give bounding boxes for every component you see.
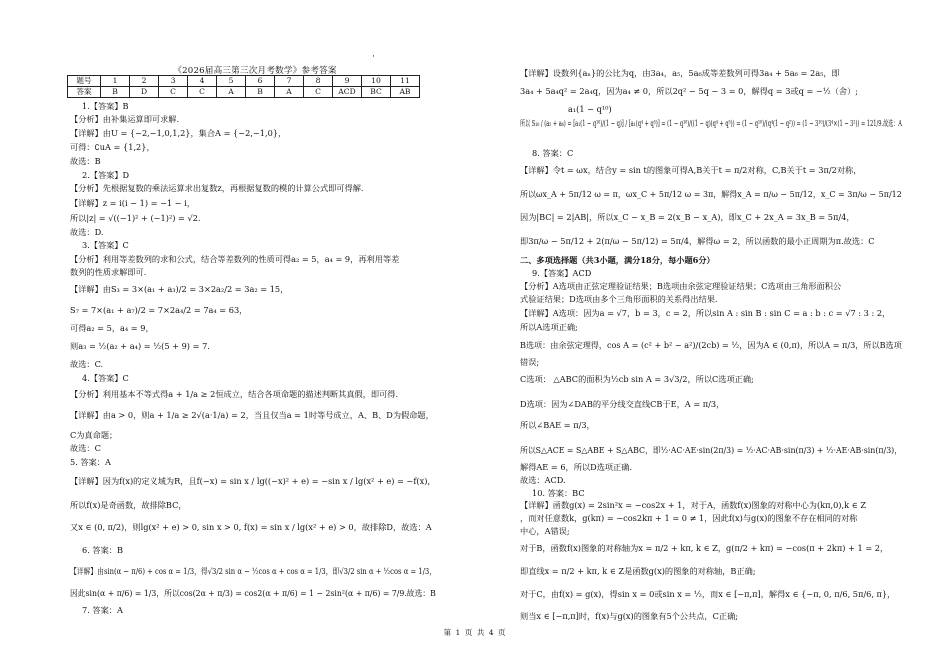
text-line: D选项：因为∠DAB的平分线交直线CB于E，A = π/3， [520,399,725,409]
text-line: 数列的性质求解即可. [70,267,147,277]
text-line: 10. 答案：BC [532,488,585,498]
text-line: 故选：ACD. [520,475,566,485]
text-line: 5. 答案：A [70,457,111,467]
text-line: 式验证结果；D选项由多个三角形面积的关系得出结果. [520,294,718,304]
text-line: 【详解】由S₃ = 3×(a₁ + a₃)/2 = 3×2a₂/2 = 3a₂ = 15， [70,284,289,294]
text-line: 故选：B [70,156,101,166]
question-number-cell: 10 [362,76,391,87]
text-line: 【详解】令t = ωx，结合y = sin t的图象可得A,B关于t = π/2对称，C,B关于t = 3π/2对称， [520,165,862,175]
question-number-cell: 6 [246,76,275,87]
text-line: 因为|BC| = 2|AB|，所以x_C − x_B = 2(x_B − x_A)，即x_C + 2x_A = 3x_B = 5π/4， [520,212,855,222]
answer-cell: C [188,87,217,98]
text-line: 错误; [520,357,540,367]
text-line: 【详解】由a > 0，则a + 1/a ≥ 2√(a·1/a) = 2，当且仅当a = 1时等号成立，A、B、D为假命题， [70,410,434,420]
answer-cell: A [217,87,246,98]
page-number: 第 1 页 共 4 页 [443,628,507,637]
question-number-cell: 1 [101,76,130,87]
text-line: 8. 答案：C [532,148,574,158]
text-line: C为真命题； [70,430,118,440]
text-line: 因此sin(α + π/6) = 1/3，所以cos(2α + π/3) = cos2(α + π/6) = 1 − 2sin²(α + π/6) = 7/9.故选：B [70,588,436,598]
question-number-row [68,76,420,87]
text-line: 则当x ∈ [−π,π]时，f(x)与g(x)的图象有5个公共点，C正确; [520,611,739,621]
text-line: 【分析】A选项由正弦定理验证结果；B选项由余弦定理验证结果；C选项由三角形面积公 [520,281,842,291]
text-line: 所以f(x)是奇函数，故排除BC， [70,500,187,510]
text-line: ，而对任意数k，g(kπ) = −cos2kπ + 1 = 0 ≠ 1，因此f(x)与g(x)的图象不存在相同的对称 [520,513,858,523]
answer-cell: B [246,87,275,98]
question-number-cell: 7 [275,76,304,87]
answer-cell: C [159,87,188,98]
row-label-answer: 答案 [68,87,101,98]
text-line: B选项：由余弦定理得，cos A = (c² + b² − a²)/(2cb) = ½，因为A ∈ (0,π)，所以A = π/3，所以B选项 [520,340,902,350]
text-line: 9.【答案】ACD [532,268,592,278]
dot-mark: · [372,52,375,62]
text-line: 故选：D. [70,227,104,237]
answer-cell: BC [362,87,391,98]
question-number-cell: 3 [159,76,188,87]
text-line: 则a₃ = ½(a₂ + a₄) = ½(5 + 9) = 7. [70,341,210,351]
answer-key-table [67,75,420,98]
text-line: 【分析】利用基本不等式得a + 1/a ≥ 2恒成立，结合各项命题的描述判断其真假，即可得. [70,389,399,399]
question-number-cell: 2 [130,76,159,87]
answer-cell: C [304,87,333,98]
text-line: 3a₄ + 5a₄q² = 2a₄q，因为a₄ ≠ 0，所以2q² − 5q − 3 = 0，解得q = 3或q = −½（舍）; [520,86,859,96]
text-line: 【详解】函数g(x) = 2sin²x = −cos2x + 1，对于A，函数f(x)图象的对称中心为(kπ,0),k ∈ Z [520,500,867,510]
question-number-cell: 11 [391,76,420,87]
question-number-cell: 5 [217,76,246,87]
text-line: 对于B，函数f(x)图象的对称轴为x = π/2 + kπ, k ∈ Z，g(π/2 + kπ) = −cos(π + 2kπ) + 1 = 2， [520,543,889,553]
text-line: 中心，A错误; [520,526,570,536]
text-line: 所以A选项正确; [520,322,578,332]
text-line: 【详解】A选项：因为a = √7，b = 3，c = 2，所以sin A : sin B : sin C = a : b : c = √7 : 3 : 2， [520,308,891,318]
text-line: 【分析】由补集运算即可求解. [70,114,180,124]
answer-cell: A [275,87,304,98]
text-line: 7. 答案：A [82,605,123,615]
text-line: 【详解】因为f(x)的定义域为R，且f(−x) = sin x / lg((−x)² + e) = −sin x / lg(x² + e) = −f(x)， [70,476,436,486]
answer-cell: AB [391,87,420,98]
text-line: 【分析】利用等差数列的求和公式，结合等差数列的性质可得a₂ = 5，a₄ = 9，再利用等差 [70,254,400,264]
text-line: C选项： △ABC的面积为½cb sin A = 3√3/2，所以C选项正确; [520,374,754,384]
text-line: 可得a₂ = 5，a₄ = 9， [70,323,154,333]
text-line: 【详解】z = i(i − 1) = −1 − i， [70,198,196,208]
text-line: 4.【答案】C [82,373,129,383]
text-line: 3.【答案】C [82,240,129,250]
answer-cell: D [130,87,159,98]
text-line: 所以∠BAE = π/3， [520,420,595,430]
text-line: 解得AE = 6，所以D选项正确. [520,462,633,472]
text-line: 【详解】由U = {−2,−1,0,1,2}，集合A = {−2,−1,0}， [70,128,287,138]
text-line: 对于C，由f(x) = g(x)，得sin x = 0或sin x = ½，而x ∈ [−π,π]，解得x ∈ {−π, 0, π/6, 5π/6, π}， [520,589,896,599]
text-line: 6. 答案：B [82,545,123,555]
text-line: 故选：C [70,443,101,453]
text-line: 【分析】先根据复数的乘法运算求出复数z，再根据复数的模的计算公式即可得解. [70,183,364,193]
row-label-question: 题号 [68,76,101,87]
question-number-cell: 4 [188,76,217,87]
text-line: 所以S△ACE = S△ABE + S△ABC，即½·AC·AE·sin(2π/3) = ½·AC·AB·sin(π/3) + ½·AE·AB·sin(π/3)， [520,445,903,455]
text-line: 2.【答案】D [82,170,130,180]
text-line: 【详解】由sin(α − π/6) + cos α = 1/3，得√3/2 sin α − ½cos α + cos α = 1/3，即√3/2 sin α + ½cos α = 1/3， [70,566,437,576]
text-line: 所以 S₁₀ / (a₅ + a₆) = [a₁(1 − q¹⁰)/(1 − q)] / [a₁(q⁴ + q⁵)] = (1 − q¹⁰)/((1 − q)(q⁴ + q⁵)) = (1 − q¹⁰)/(q⁴(1 − q²)) = (1 − 3¹⁰)/(3⁴×(1 − 3²)) = 121/9.故选：A [520,118,902,128]
text-line: 即3π/ω − 5π/12 + 2(π/ω − 5π/12) = 5π/4，解得ω = 2，所以函数的最小正周期为π.故选：C [520,236,875,246]
text-line: S₇ = 7×(a₁ + a₇)/2 = 7×2a₄/2 = 7a₄ = 63， [70,305,248,315]
text-line: a₁(1 − q¹⁰) [568,104,612,114]
text-line: 1.【答案】B [82,101,129,111]
text-line: 所以ωx_A + 5π/12 ω = π，ωx_C + 5π/12 ω = 3π，解得x_A = π/ω − 5π/12，x_C = 3π/ω − 5π/12 [520,189,902,199]
text-line: 即直线x = π/2 + kπ, k ∈ Z是函数g(x)的图象的对称轴，B正确; [520,566,756,576]
answer-cell: B [101,87,130,98]
document-title: 《2026届高三第三次月考数学》参考答案 [173,66,337,76]
question-number-cell: 9 [333,76,362,87]
text-line: 所以|z| = √((−1)² + (−1)²) = √2. [70,213,201,223]
question-number-cell: 8 [304,76,333,87]
answer-cell: ACD [333,87,362,98]
text-line: 可得：∁uA = {1,2}， [70,142,155,152]
text-line: 又x ∈ (0, π/2)，则lg(x² + e) > 0, sin x > 0, f(x) = sin x / lg(x² + e) > 0，故排除D，故选：A [70,522,432,532]
text-line: 故选：C. [70,359,104,369]
text-line: 二、多项选择题（共3小题，满分18分，每小题6分） [520,255,715,265]
text-line: 【详解】设数列{aₙ}的公比为q，由3a₄，a₅，5a₆成等差数列可得3a₄ + 5a₆ = 2a₅，即 [520,68,840,78]
answer-row [68,87,420,98]
